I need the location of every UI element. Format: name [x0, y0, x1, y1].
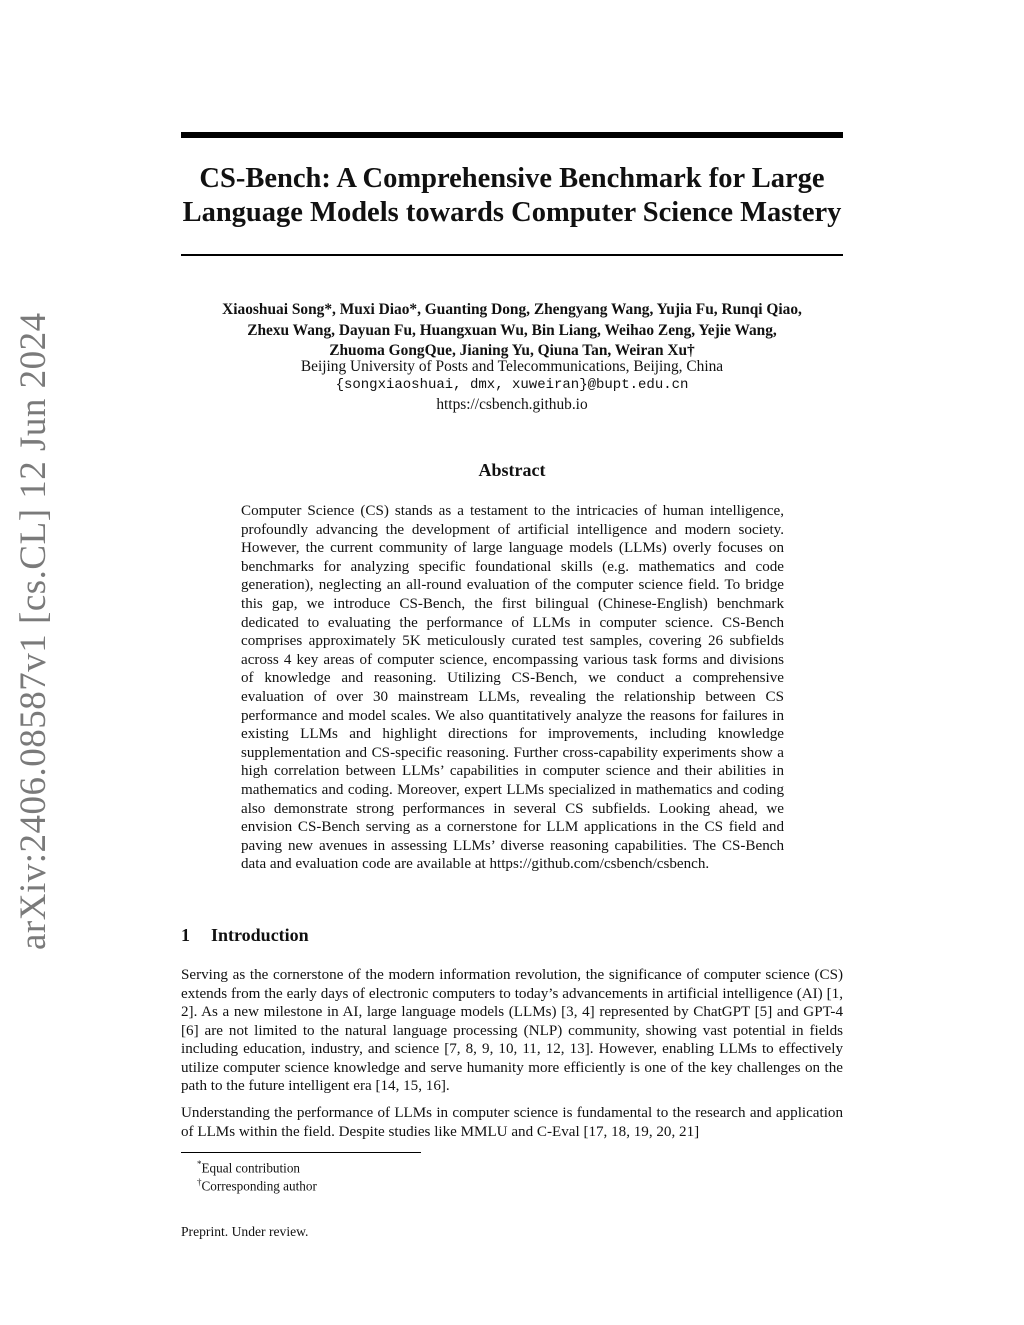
section-title: Introduction — [211, 925, 309, 945]
author-list — [150, 300, 874, 362]
footnote-rule — [181, 1152, 421, 1153]
title-top-rule — [181, 132, 843, 138]
project-website[interactable]: https://csbench.github.io — [436, 396, 588, 413]
footnote-text: Equal contribution — [201, 1160, 301, 1176]
authors-line-3: Zhuoma GongQue, Jianing Yu, Qiuna Tan, Weiran Xu† — [329, 342, 695, 359]
footnote-mark: * — [197, 1159, 202, 1169]
footnote-text: Corresponding author — [201, 1178, 317, 1194]
section-heading-introduction — [181, 925, 309, 946]
affiliation-block — [150, 357, 874, 414]
abstract-heading: Abstract — [478, 460, 546, 480]
arxiv-identifier: arXiv:2406.08587v1 [cs.CL] 12 Jun 2024 — [13, 312, 54, 950]
authors-line-1: Xiaoshuai Song*, Muxi Diao*, Guanting Dong, Zhengyang Wang, Yujia Fu, Runqi Qiao, — [222, 301, 802, 318]
title-line-2: Language Models towards Computer Science Mastery — [182, 197, 842, 228]
intro-paragraph-1: Serving as the cornerstone of the modern information revolution, the significance of computer science (CS) extends from the early days of electronic computers to today’s advancements in artificial intelligence (AI) [1, 2]. As a new milestone in AI, large language models (LLMs) [3, 4] represented by ChatGPT [5] and GPT-4 [6] are not limited to the natural language processing (NLP) community, showing vast potential in fields including education, industry, and science [7, 8, 9, 10, 11, 12, 13]. However, enabling LLMs to effectively utilize computer science knowledge and serve humanity more efficiently is one of the key challenges on the path to the future intelligent era [14, 15, 16]. — [181, 967, 843, 1094]
section-number: 1 — [181, 925, 190, 945]
intro-paragraph-2: Understanding the performance of LLMs in computer science is fundamental to the research and application of LLMs within the field. Despite studies like MMLU and C-Eval [17, 18, 19, 20, 21] — [181, 1105, 843, 1140]
preprint-notice: Preprint. Under review. — [181, 1224, 309, 1239]
affiliation: Beijing University of Posts and Telecommunications, Beijing, China — [300, 358, 724, 375]
paper-title — [150, 162, 874, 230]
authors-line-2: Zhexu Wang, Dayuan Fu, Huangxuan Wu, Bin Liang, Weihao Zeng, Yejie Wang, — [247, 321, 777, 339]
footnote-mark: † — [197, 1177, 202, 1187]
title-line-1: CS-Bench: A Comprehensive Benchmark for Large — [199, 163, 825, 194]
abstract-text: Computer Science (CS) stands as a testament to the intricacies of human intelligence, profoundly advancing the development of artificial intelligence and modern society. However, the current community of large language models (LLMs) overly focuses on benchmarks for analyzing specific foundational skills (e.g. mathematics and code generation), neglecting an all-round evaluation of the computer science field. To bridge this gap, we introduce CS-Bench, the first bilingual (Chinese-English) benchmark dedicated to evaluating the performance of LLMs in computer science. CS-Bench comprises approximately 5K meticulously curated test samples, covering 26 subfields across 4 key areas of computer science, encompassing various task forms and divisions of knowledge and reasoning. Utilizing CS-Bench, we conduct a comprehensive evaluation of over 30 mainstream LLMs, revealing the relationship between CS performance and model scales. We also quantitatively analyze the reasons for failures in existing LLMs and highlight directions for improvements, including knowledge supplementation and CS-specific reasoning. Further cross-capability experiments show a high correlation between LLMs’ capabilities in computer science and their abilities in mathematics and coding. Moreover, expert LLMs specialized in mathematics and coding also demonstrate strong performances in several CS subfields. Looking ahead, we envision CS-Bench serving as a cornerstone for LLM applications in the CS field and paving new avenues in assessing LLMs’ diverse reasoning capabilities. The CS-Bench data and evaluation code are available at https://github.com/csbench/csbench. — [241, 503, 784, 873]
footnote-corresponding-author — [197, 1174, 317, 1194]
email-addresses: {songxiaoshuai, dmx, xuweiran}@bupt.edu.cn — [335, 377, 689, 393]
title-bottom-rule — [181, 254, 843, 256]
